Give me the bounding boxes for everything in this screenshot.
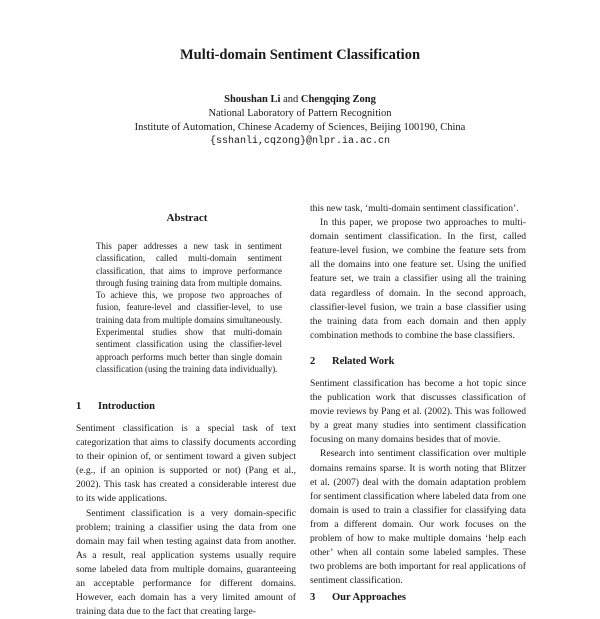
author-conjunction: and (283, 94, 299, 105)
right-column-related-work (310, 377, 526, 588)
right-column-intro (310, 202, 526, 343)
section-number: 1 (76, 401, 82, 412)
abstract-heading: Abstract (166, 212, 208, 224)
author-block (0, 93, 600, 149)
paragraph: Sentiment classification is a special task of text categorization that aims to classify documents according to their opinion of, or sentiment toward a given subject (e.g., if an opinion is supported or not) (Pang et al., 2002). This task has created a considerable interest due to its wide applications. (76, 423, 296, 505)
author-name: Shoushan Li (224, 94, 281, 105)
paragraph: Sentiment classification is a very domain-specific problem; training a classifier using the data from one domain may fail when testing against data from another. As a result, real application systems usually require some labeled data from multiple domains, guaranteeing an acceptable performance for different domains. However, each domain has a very limited amount of training data due to the fact that creating large- (76, 507, 296, 618)
paragraph: In this paper, we propose two approaches to multi-domain sentiment classification. In the first, called feature-level fusion, we combine the feature sets from all the domains into one feature set. Using the unified feature set, we train a classifier using all the training data regardless of domain. In the second approach, classifier-level fusion, we train a base classifier using the training data from each domain and then apply combination methods to combine the base classifiers. (310, 217, 526, 341)
paper-title: Multi-domain Sentiment Classification (179, 47, 421, 63)
section-title: Related Work (332, 356, 395, 367)
paragraph: this new task, ‘multi-domain sentiment classification’. (310, 203, 519, 214)
paragraph: Sentiment classification has become a hot topic since the publication work that discusses classification of movie reviews by Pang et al. (2002). This was followed by a great many studies into sentiment classification focusing on many domains besides that of movie. (310, 378, 526, 446)
abstract-text: This paper addresses a new task in sentiment classification, called multi-domain sentiment classification, that aims to improve performance through fusing training data from multiple domains. To achieve this, we propose two approaches of fusion, feature-level and classifier-level, to use training data from multiple domains simultaneously. Experimental studies show that multi-domain sentiment classification using the classifier-level approach performs much better than single domain classification (using the training data individually). (96, 241, 282, 374)
left-column-body (76, 422, 296, 619)
section-heading (76, 401, 155, 412)
affiliation-line: National Laboratory of Pattern Recognition (208, 108, 392, 119)
section-title: Our Approaches (332, 592, 407, 603)
section-number: 3 (310, 592, 316, 603)
section-title: Introduction (98, 401, 155, 412)
author-name: Chengqing Zong (300, 94, 376, 105)
affiliation-line: Institute of Automation, Chinese Academy of Sciences, Beijing 100190, China (134, 122, 466, 133)
paragraph: Research into sentiment classification over multiple domains remains sparse. It is worth noting that Blitzer et al. (2007) deal with the domain adaptation problem for sentiment classification where labeled data from one domain is used to train a classifier for classifying data from a different domain. Our work focuses on the problem of how to make multiple domains ‘help each other’ when all contain some labeled samples. These two problems are both important for real applications of sentiment classification. (310, 448, 526, 587)
author-line (0, 93, 600, 107)
section-heading (310, 356, 395, 367)
author-email: {sshanli,cqzong}@nlpr.ia.ac.cn (209, 136, 391, 147)
section-heading (310, 592, 406, 603)
section-number: 2 (310, 356, 316, 367)
